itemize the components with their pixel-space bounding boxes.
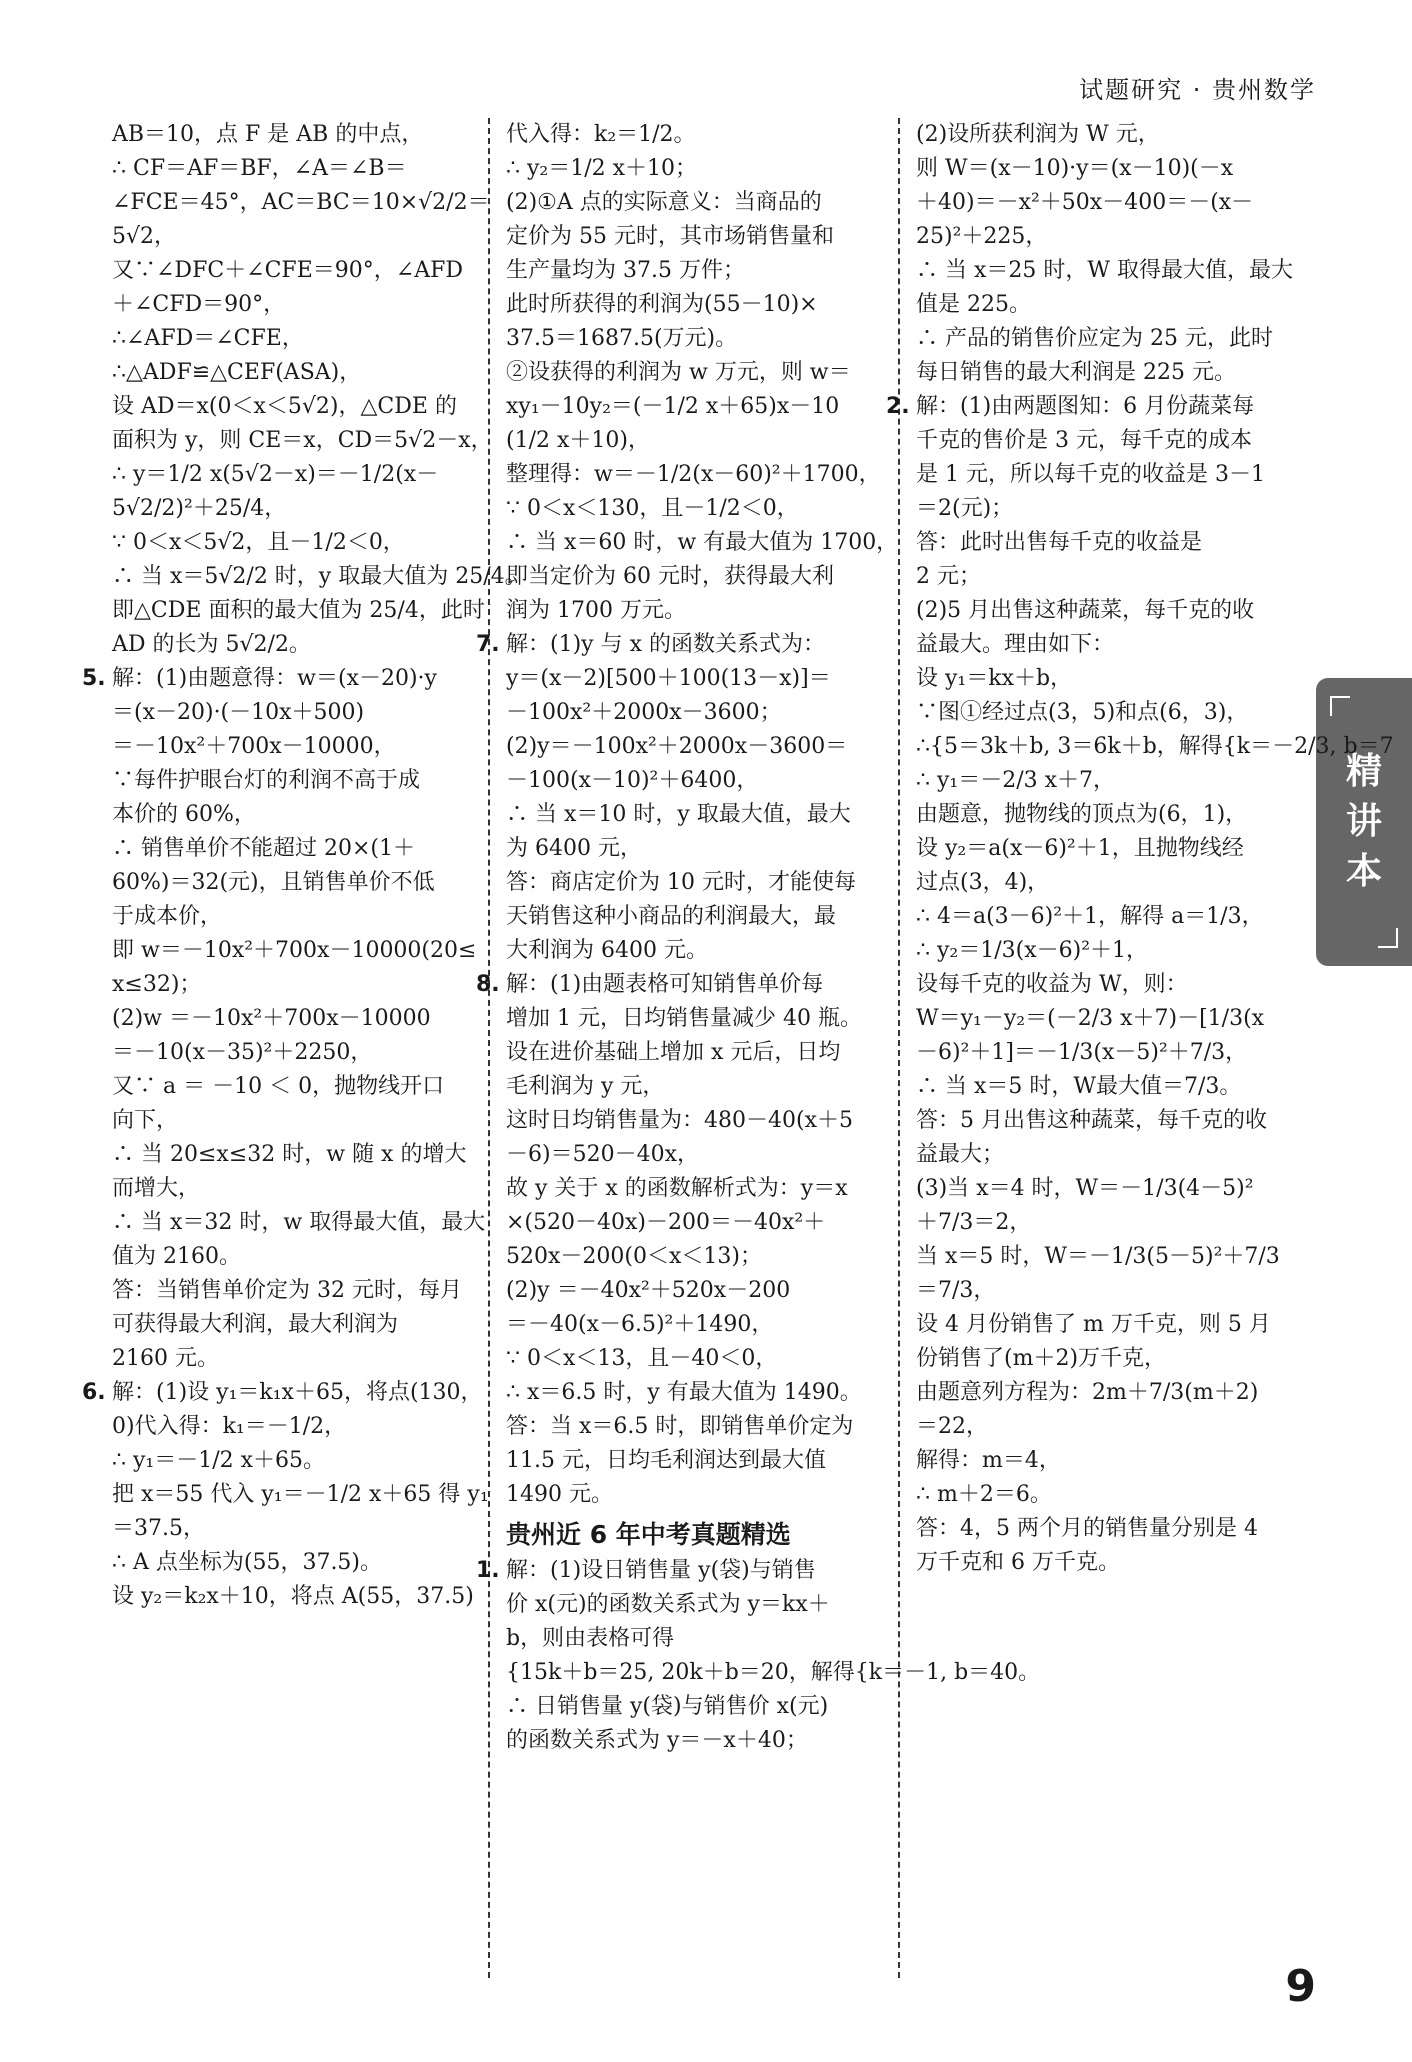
solution-line <box>112 798 470 832</box>
line-text: ∵图①经过点(3，5)和点(6，3)， <box>916 700 1249 725</box>
line-text: 生产量均为 37.5 万件； <box>506 258 745 283</box>
solution-line <box>506 1342 882 1376</box>
solution-line <box>506 1002 882 1036</box>
line-text: 0)代入得：k₁＝－1/2， <box>112 1414 347 1439</box>
line-text: 设 4 月份销售了 m 万千克，则 5 月 <box>916 1312 1271 1337</box>
line-text: 每日销售的最大利润是 225 元。 <box>916 360 1236 385</box>
line-text: 当 x＝5 时，W＝－1/3(5－5)²＋7/3 <box>916 1244 1280 1269</box>
line-text: 千克的售价是 3 元，每千克的成本 <box>916 428 1252 453</box>
line-text: AB＝10，点 F 是 AB 的中点， <box>112 122 424 147</box>
line-text: ＋40)＝－x²＋50x－400＝－(x－ <box>916 190 1254 215</box>
solution-line <box>506 662 882 696</box>
line-text: 的函数关系式为 y＝－x＋40； <box>506 1728 808 1753</box>
line-text: ∴ 4＝a(3－6)²＋1，解得 a＝1/3， <box>916 904 1264 929</box>
line-text: 是 1 元，所以每千克的收益是 3－1 <box>916 462 1265 487</box>
line-text: 解：(1)由题意得：w＝(x－20)·y <box>112 666 437 691</box>
solution-line <box>506 1274 882 1308</box>
text-column-3 <box>886 118 1394 1580</box>
solution-line <box>112 1240 470 1274</box>
question-number: 5. <box>82 666 106 691</box>
solution-line <box>112 900 470 934</box>
line-text: ∴ 当 x＝10 时，y 取最大值，最大 <box>506 802 851 827</box>
line-text: 设 AD＝x(0＜x＜5√2)，△CDE 的 <box>112 394 457 419</box>
solution-line <box>112 424 493 458</box>
solution-line <box>506 1478 882 1512</box>
solution-line <box>112 1410 470 1444</box>
solution-line <box>916 1342 1312 1376</box>
question-number: 7. <box>476 632 500 657</box>
line-text: 则 W＝(x－10)·y＝(x－10)(－x <box>916 156 1234 181</box>
solution-line <box>916 1512 1312 1546</box>
solution-line <box>112 1070 470 1104</box>
line-text: 解：(1)设日销售量 y(袋)与销售 <box>506 1558 816 1583</box>
solution-line <box>476 968 882 1002</box>
solution-line <box>506 730 882 764</box>
line-text: ∴ CF＝AF＝BF，∠A＝∠B＝ <box>112 156 407 181</box>
side-tab-char: 精 <box>1345 751 1382 792</box>
solution-line <box>506 594 882 628</box>
solution-line <box>112 186 490 220</box>
line-text: 答：当 x＝6.5 时，即销售单价定为 <box>506 1414 854 1439</box>
line-text: 益最大。理由如下： <box>916 632 1115 657</box>
line-text: 值是 225。 <box>916 292 1031 317</box>
line-text: ∴△ADF≌△CEF(ASA)， <box>112 360 362 385</box>
tab-corner-icon <box>1378 928 1398 948</box>
line-text: 解：(1)由题表格可知销售单价每 <box>506 972 824 997</box>
solution-line <box>916 458 1312 492</box>
solution-line <box>916 254 1312 288</box>
line-text: 整理得：w＝－1/2(x－60)²＋1700， <box>506 462 881 487</box>
line-text: ×(520－40x)－200＝－40x²＋ <box>506 1210 826 1235</box>
solution-line <box>506 1622 882 1656</box>
line-text: 毛利润为 y 元， <box>506 1074 665 1099</box>
line-text: ∴ y₂＝1/3(x－6)²＋1， <box>916 938 1149 963</box>
line-text: 又∵ a ＝ －10 ＜ 0，抛物线开口 <box>112 1074 445 1099</box>
solution-line <box>506 560 882 594</box>
solution-line <box>506 1240 882 1274</box>
solution-line <box>506 1724 882 1758</box>
solution-line <box>916 526 1312 560</box>
line-text: ∴ y₁＝－1/2 x＋65。 <box>112 1448 326 1473</box>
page-header: 试题研究 · 贵州数学 <box>1079 76 1316 104</box>
solution-line <box>916 1240 1312 1274</box>
line-text: ＋7/3＝2， <box>916 1210 1032 1235</box>
solution-line <box>506 1588 882 1622</box>
line-text: ＝22， <box>916 1414 988 1439</box>
line-text: ∴ y＝1/2 x(5√2－x)＝－1/2(x－ <box>112 462 439 487</box>
solution-line <box>916 1070 1312 1104</box>
line-text: 大利润为 6400 元。 <box>506 938 708 963</box>
solution-line <box>506 220 882 254</box>
solution-line <box>112 866 470 900</box>
solution-line <box>112 1512 470 1546</box>
line-text: ∴∠AFD＝∠CFE， <box>112 326 304 351</box>
line-text: 把 x＝55 代入 y₁＝－1/2 x＋65 得 y₁ <box>112 1482 489 1507</box>
solution-line <box>112 322 470 356</box>
line-text: ∴ 当 x＝60 时，w 有最大值为 1700， <box>506 530 899 555</box>
side-tab-char: 本 <box>1345 851 1382 892</box>
line-text: ∴ y₁＝－2/3 x＋7， <box>916 768 1116 793</box>
line-text: 5√2， <box>112 224 177 249</box>
solution-line <box>506 1036 882 1070</box>
solution-line <box>506 458 882 492</box>
solution-line <box>916 764 1312 798</box>
solution-line <box>916 1002 1312 1036</box>
solution-line <box>506 1690 882 1724</box>
solution-line <box>916 832 1312 866</box>
line-text: (2)①A 点的实际意义：当商品的 <box>506 190 822 215</box>
solution-line <box>506 254 882 288</box>
line-text: y＝(x－2)[500＋100(13－x)]＝ <box>506 666 831 691</box>
solution-line <box>916 1138 1312 1172</box>
solution-line <box>112 764 470 798</box>
solution-line <box>112 730 470 764</box>
solution-line <box>506 322 882 356</box>
solution-line <box>916 662 1312 696</box>
line-text: ∴ 日销售量 y(袋)与销售价 x(元) <box>506 1694 829 1719</box>
line-text: 答：商店定价为 10 元时，才能使每 <box>506 870 856 895</box>
line-text: x≤32)； <box>112 972 202 997</box>
solution-line <box>112 934 477 968</box>
solution-line <box>916 186 1312 220</box>
solution-line <box>112 560 527 594</box>
line-text: ＝(x－20)·(－10x＋500) <box>112 700 365 725</box>
line-text: 增加 1 元，日均销售量减少 40 瓶。 <box>506 1006 862 1031</box>
line-text: 而增大， <box>112 1176 201 1201</box>
solution-line <box>506 152 882 186</box>
line-text: (2)w ＝－10x²＋700x－10000 <box>112 1006 431 1031</box>
line-text: ∵ 0＜x＜130，且－1/2＜0， <box>506 496 799 521</box>
solution-line <box>112 288 470 322</box>
solution-line <box>916 730 1394 764</box>
solution-line <box>506 1376 882 1410</box>
solution-line <box>112 1206 486 1240</box>
line-text: ＝－40(x－6.5)²＋1490， <box>506 1312 774 1337</box>
line-text: 定价为 55 元时，其市场销售量和 <box>506 224 834 249</box>
solution-line <box>506 866 882 900</box>
line-text: ＝7/3， <box>916 1278 996 1303</box>
line-text: 值为 2160。 <box>112 1244 241 1269</box>
solution-line <box>916 594 1312 628</box>
solution-line <box>112 832 470 866</box>
solution-line <box>112 1444 470 1478</box>
line-text: －100x²＋2000x－3600； <box>506 700 782 725</box>
line-text: {15k＋b＝25, 20k＋b＝20，解得{k＝－1, b＝40。 <box>506 1660 1041 1685</box>
solution-line <box>112 220 470 254</box>
solution-line <box>112 696 470 730</box>
line-text: ∠FCE＝45°，AC＝BC＝10×√2/2＝ <box>112 190 490 215</box>
tab-corner-icon <box>1330 696 1350 716</box>
solution-line <box>916 1478 1312 1512</box>
line-text: 面积为 y，则 CE＝x，CD＝5√2－x， <box>112 428 493 453</box>
line-text: (2)y ＝－40x²＋520x－200 <box>506 1278 791 1303</box>
line-text: 答：当销售单价定为 32 元时，每月 <box>112 1278 462 1303</box>
solution-line <box>916 968 1312 1002</box>
line-text: 520x－200(0＜x＜13)； <box>506 1244 762 1269</box>
line-text: ∴ x＝6.5 时，y 有最大值为 1490。 <box>506 1380 862 1405</box>
line-text: ＋∠CFD＝90°， <box>112 292 286 317</box>
solution-line <box>112 356 470 390</box>
solution-line <box>916 1376 1312 1410</box>
line-text: 设 y₂＝a(x－6)²＋1，且抛物线经 <box>916 836 1244 861</box>
solution-line <box>916 628 1312 662</box>
solution-line <box>916 492 1312 526</box>
column-divider <box>488 118 490 1978</box>
page-number: 9 <box>1285 1961 1316 2012</box>
solution-line <box>506 424 882 458</box>
line-text: ＝－10x²＋700x－10000， <box>112 734 396 759</box>
solution-line <box>886 390 1312 424</box>
line-text: 1490 元。 <box>506 1482 613 1507</box>
line-text: ∴ 当 20≤x≤32 时，w 随 x 的增大 <box>112 1142 467 1167</box>
text-column-1 <box>82 118 527 1614</box>
line-text: xy₁－10y₂＝(－1/2 x＋65)x－10 <box>506 394 840 419</box>
line-text: 解得：m＝4， <box>916 1448 1061 1473</box>
solution-line <box>506 390 882 424</box>
line-text: －6)＝520－40x， <box>506 1142 699 1167</box>
solution-line <box>506 1172 882 1206</box>
solution-line <box>916 696 1312 730</box>
line-text: 即当定价为 60 元时，获得最大利 <box>506 564 834 589</box>
line-text: 份销售了(m＋2)万千克， <box>916 1346 1167 1371</box>
line-text: 价 x(元)的函数关系式为 y＝kx＋ <box>506 1592 830 1617</box>
solution-line <box>916 118 1312 152</box>
line-text: (3)当 x＝4 时，W＝－1/3(4－5)² <box>916 1176 1254 1201</box>
line-text: 设每千克的收益为 W，则： <box>916 972 1188 997</box>
solution-line <box>916 1036 1312 1070</box>
solution-line <box>112 1138 470 1172</box>
solution-line <box>916 1104 1312 1138</box>
line-text: ∵ 0＜x＜13，且－40＜0， <box>506 1346 778 1371</box>
line-text: (1/2 x＋10)， <box>506 428 650 453</box>
solution-line <box>506 1444 882 1478</box>
line-text: ∴ 销售单价不能超过 20×(1＋ <box>112 836 415 861</box>
line-text: 60%)＝32(元)，且销售单价不低 <box>112 870 435 895</box>
line-text: 代入得：k₂＝1/2。 <box>506 122 696 147</box>
solution-line <box>916 152 1312 186</box>
solution-line <box>916 356 1312 390</box>
solution-line <box>506 356 882 390</box>
solution-line <box>916 798 1312 832</box>
line-text: 11.5 元，日均毛利润达到最大值 <box>506 1448 826 1473</box>
line-text: 向下， <box>112 1108 179 1133</box>
solution-line <box>506 764 882 798</box>
solution-line <box>476 1554 882 1588</box>
line-text: ∴ m＋2＝6。 <box>916 1482 1052 1507</box>
solution-line <box>476 628 882 662</box>
line-text: 由题意列方程为：2m＋7/3(m＋2) <box>916 1380 1259 1405</box>
solution-line <box>916 934 1312 968</box>
solution-line <box>506 696 882 730</box>
solution-line <box>112 526 470 560</box>
line-text: ②设获得的利润为 w 万元，则 w＝ <box>506 360 851 385</box>
solution-line <box>506 798 882 832</box>
line-text: ∴ 当 x＝25 时，W 取得最大值，最大 <box>916 258 1293 283</box>
line-text: ∴ 产品的销售价应定为 25 元，此时 <box>916 326 1273 351</box>
solution-line <box>112 1546 470 1580</box>
line-text: 设 y₂＝k₂x＋10，将点 A(55，37.5) <box>112 1584 474 1609</box>
line-text: ＝－10(x－35)²＋2250， <box>112 1040 373 1065</box>
solution-line <box>506 832 882 866</box>
solution-line <box>916 866 1312 900</box>
line-text: 过点(3，4)， <box>916 870 1050 895</box>
line-text: ∴{5＝3k＋b, 3＝6k＋b，解得{k＝－2/3, b＝7 <box>916 734 1394 759</box>
solution-line <box>112 628 470 662</box>
side-tab-char: 讲 <box>1345 801 1382 842</box>
solution-line <box>916 900 1312 934</box>
solution-line <box>916 1546 1312 1580</box>
side-tab <box>1316 678 1412 966</box>
line-text: ∴ 当 x＝5 时，W最大值＝7/3。 <box>916 1074 1242 1099</box>
line-text: －6)²＋1]＝－1/3(x－5)²＋7/3， <box>916 1040 1248 1065</box>
line-text: 天销售这种小商品的利润最大，最 <box>506 904 837 929</box>
line-text: 解：(1)y 与 x 的函数关系式为： <box>506 632 825 657</box>
line-text: 2 元； <box>916 564 981 589</box>
question-number: 8. <box>476 972 500 997</box>
line-text: 益最大； <box>916 1142 1005 1167</box>
solution-line <box>506 1138 882 1172</box>
solution-line <box>916 560 1312 594</box>
solution-line <box>112 1478 489 1512</box>
line-text: 可获得最大利润，最大利润为 <box>112 1312 399 1337</box>
line-text: 即 w＝－10x²＋700x－10000(20≤ <box>112 938 477 963</box>
line-text: 设 y₁＝kx＋b， <box>916 666 1073 691</box>
question-number: 2. <box>886 394 910 419</box>
line-text: AD 的长为 5√2/2。 <box>112 632 311 657</box>
line-text: ∴ y₂＝1/2 x＋10； <box>506 156 698 181</box>
solution-line <box>112 118 470 152</box>
question-number: 6. <box>82 1380 106 1405</box>
solution-line <box>112 152 470 186</box>
line-text: 37.5＝1687.5(万元)。 <box>506 326 738 351</box>
line-text: 答：4，5 两个月的销售量分别是 4 <box>916 1516 1258 1541</box>
line-text: (2)y＝－100x²＋2000x－3600＝ <box>506 734 848 759</box>
solution-line <box>506 1070 882 1104</box>
solution-line <box>506 186 882 220</box>
solution-line <box>112 1308 470 1342</box>
solution-line <box>112 1172 470 1206</box>
line-text: 此时所获得的利润为(55－10)× <box>506 292 818 317</box>
solution-line <box>112 390 470 424</box>
solution-line <box>916 1410 1312 1444</box>
solution-line <box>916 1308 1312 1342</box>
solution-line <box>112 1036 470 1070</box>
line-text: 万千克和 6 万千克。 <box>916 1550 1120 1575</box>
solution-line <box>916 322 1312 356</box>
solution-line <box>82 1376 483 1410</box>
line-text: 为 6400 元， <box>506 836 642 861</box>
solution-line <box>916 220 1312 254</box>
solution-line <box>916 1274 1312 1308</box>
line-text: 即△CDE 面积的最大值为 25/4，此时 <box>112 598 485 623</box>
section-title: 贵州近 6 年中考真题精选 <box>506 1520 791 1549</box>
line-text: 解：(1)由两题图知：6 月份蔬菜每 <box>916 394 1255 419</box>
solution-line <box>112 458 470 492</box>
line-text: 25)²＋225， <box>916 224 1048 249</box>
line-text: ∴ 当 x＝5√2/2 时，y 取最大值为 25/4。 <box>112 564 527 589</box>
line-text: W＝y₁－y₂＝(－2/3 x＋7)－[1/3(x <box>916 1006 1265 1031</box>
solution-line <box>112 1104 470 1138</box>
solution-line <box>112 968 470 1002</box>
line-text: b，则由表格可得 <box>506 1626 675 1651</box>
solution-line <box>916 1172 1312 1206</box>
solution-line <box>916 288 1312 322</box>
line-text: 5√2/2)²＋25/4， <box>112 496 287 521</box>
line-text: ∵每件护眼台灯的利润不高于成 <box>112 768 421 793</box>
line-text: ＝2(元)； <box>916 496 1014 521</box>
solution-line <box>82 662 470 696</box>
line-text: (2)设所获利润为 W 元， <box>916 122 1160 147</box>
solution-line <box>112 1580 474 1614</box>
solution-line <box>506 526 899 560</box>
line-text: ∵ 0＜x＜5√2，且－1/2＜0， <box>112 530 405 555</box>
solution-line <box>506 1206 882 1240</box>
solution-line <box>506 1308 882 1342</box>
solution-line <box>916 1444 1312 1478</box>
solution-line <box>112 1002 470 1036</box>
question-number: 1. <box>476 1558 500 1583</box>
line-text: ∴ 当 x＝32 时，w 取得最大值，最大 <box>112 1210 486 1235</box>
line-text: 由题意，抛物线的顶点为(6，1)， <box>916 802 1248 827</box>
line-text: 于成本价， <box>112 904 223 929</box>
line-text: 又∵∠DFC＋∠CFE＝90°，∠AFD <box>112 258 463 283</box>
line-text: 这时日均销售量为：480－40(x＋5 <box>506 1108 853 1133</box>
line-text: 润为 1700 万元。 <box>506 598 686 623</box>
line-text: 解：(1)设 y₁＝k₁x＋65，将点(130， <box>112 1380 483 1405</box>
solution-line <box>506 1656 1041 1690</box>
solution-line <box>112 1342 470 1376</box>
solution-line <box>506 900 882 934</box>
solution-line <box>506 1410 882 1444</box>
solution-line <box>112 1274 470 1308</box>
solution-line <box>112 492 470 526</box>
solution-line <box>506 934 882 968</box>
solution-line <box>506 492 882 526</box>
line-text: ＝37.5， <box>112 1516 205 1541</box>
line-text: －100(x－10)²＋6400， <box>506 768 759 793</box>
line-text: 2160 元。 <box>112 1346 219 1371</box>
line-text: ∴ A 点坐标为(55，37.5)。 <box>112 1550 383 1575</box>
solution-line <box>112 254 470 288</box>
line-text: 答：此时出售每千克的收益是 <box>916 530 1203 555</box>
solution-line <box>112 594 485 628</box>
line-text: (2)5 月出售这种蔬菜，每千克的收 <box>916 598 1255 623</box>
solution-line <box>506 288 882 322</box>
line-text: 本价的 60%， <box>112 802 256 827</box>
solution-line <box>506 1104 882 1138</box>
solution-line <box>916 424 1312 458</box>
line-text: 故 y 关于 x 的函数解析式为：y＝x <box>506 1176 848 1201</box>
line-text: 答：5 月出售这种蔬菜，每千克的收 <box>916 1108 1267 1133</box>
solution-line <box>506 118 882 152</box>
line-text: 设在进价基础上增加 x 元后，日均 <box>506 1040 841 1065</box>
solution-line <box>916 1206 1312 1240</box>
